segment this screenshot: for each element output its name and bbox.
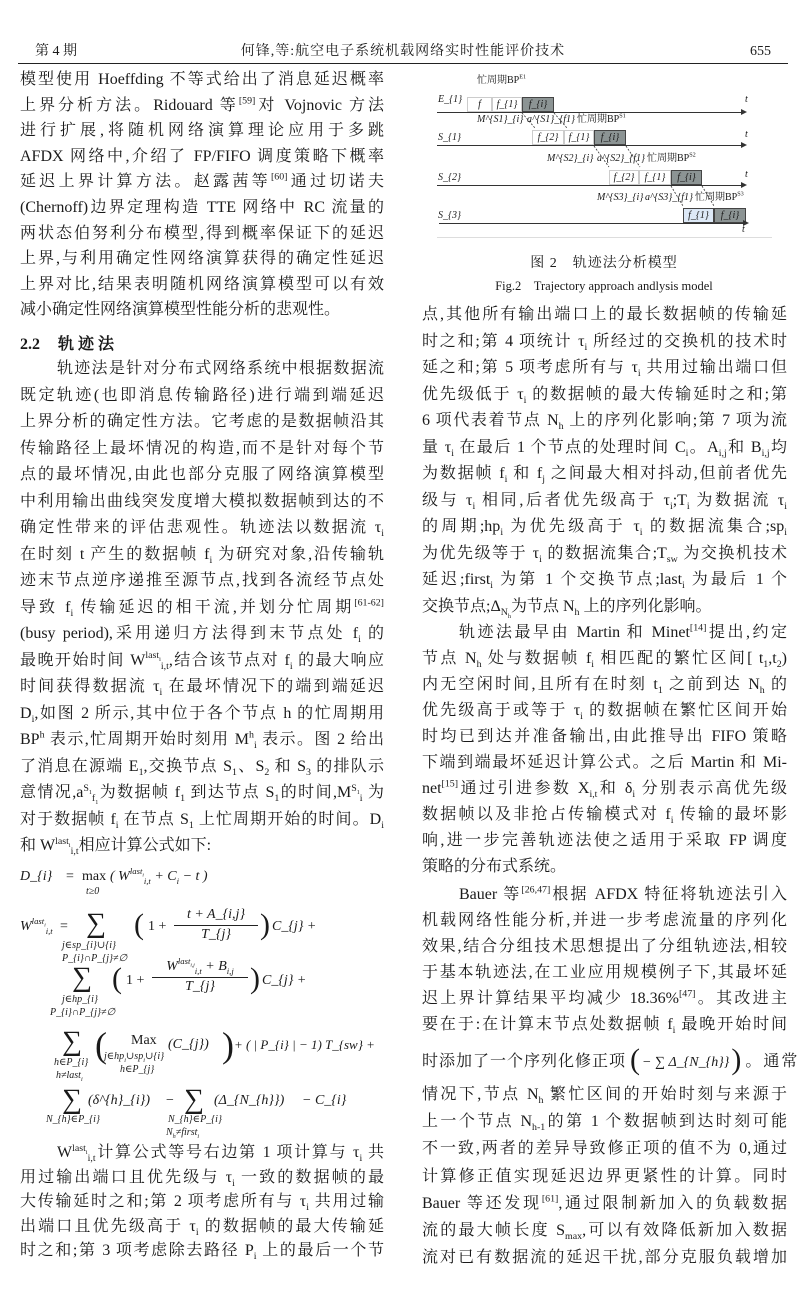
text-line: 模型使用 Hoeffding 不等式给出了消息延迟概率	[20, 71, 384, 88]
max-argument: (C_{j})	[168, 1037, 209, 1052]
formula-tail: − C_{i}	[302, 1093, 347, 1108]
sum-condition: P_{i}∩P_{j}≠∅	[50, 1007, 116, 1018]
denominator: T_{j}	[201, 927, 231, 942]
text-line: $BP^h$ 表示,忙周期开始时刻用 $M^h_i$ 表示。图 2 给出	[20, 729, 384, 752]
close-paren: )	[260, 908, 270, 941]
text-line: 轨迹法最早由 Martin 和 Minet[14]提出,约定	[459, 622, 787, 641]
close-paren: )	[250, 962, 260, 995]
fraction	[152, 958, 248, 996]
text-line: 节点 $N_h$ 处与数据帧 $f_i$ 相匹配的繁忙区间[ $t_1,t_2$)	[422, 650, 787, 671]
arrow-line	[671, 186, 683, 206]
sum-index: h∈P_{i}	[54, 1057, 89, 1068]
arrival-label-s3: a^{S3}_{f1}	[645, 192, 693, 203]
text-line: 级与 $\tau_i$ 相同,后者优先级高于 $\tau_i;T_i$ 为数据流 $\tau_i$	[422, 491, 787, 512]
text-line: 进行扩展,将随机网络演算理论应用于多跳	[20, 122, 384, 140]
text-line: 效果,结合分组技术思想提出了分组轨迹法,相较	[422, 938, 787, 955]
text-line: Bauer 等[26,47]根据 AFDX 特征将轨迹法引入	[459, 884, 787, 903]
frame-box: f_{1}	[639, 170, 671, 185]
text-line: 6 项代表着节点 $N_h$ 上的序列化影响;第 7 项为流	[422, 412, 787, 433]
max-subscript: t≥0	[86, 886, 100, 897]
paragraph-intro	[20, 67, 384, 323]
text-line: 数据帧以及非抢占传输模式对 $f_i$ 传输的最坏影	[422, 806, 787, 827]
text-line: 交换节点$;\Delta_{N_h}$为节点 $N_h$ 上的序列化影响。	[422, 597, 712, 620]
text-line: 延之和;第 5 项考虑所有与 $\tau_i$ 共用过输出端口但	[422, 359, 787, 380]
formula-tail: + ( | P_{i} | − 1) T_{sw} +	[234, 1037, 375, 1052]
max-operator: Max	[131, 1033, 157, 1048]
busy-period-label-e1: 忙周期$BP^{E1}$	[477, 73, 527, 86]
text-line: (Chernoff)边界定理构造 TTE 网络中 RC 流量的	[20, 198, 384, 216]
denominator: T_{j}	[185, 979, 215, 994]
max-condition: h∈P_{j}	[120, 1064, 155, 1075]
section-title: 轨 迹 法	[58, 336, 115, 353]
text-line: net[15]通过引进参数 $X_{i,t}$和 $\delta_i$ 分别表示高优先级	[422, 778, 787, 801]
open-paren: (	[134, 908, 144, 941]
text-line: 两状态伯努利分布模型,得到概率保证下的延迟	[20, 224, 384, 242]
time-axis-label: t	[742, 224, 745, 235]
paragraph-bauer	[422, 882, 787, 1038]
correction-expression: − ∑ Δ_{N_{h}}	[642, 1055, 730, 1070]
text-line: Bauer 等还发现[61],通过限制新加入的负载数据	[422, 1193, 787, 1212]
sum-index: j∈hp_{i}	[62, 994, 98, 1005]
frame-box-target: f_{i}	[671, 170, 702, 185]
text-line: 要在于:在计算末节点处数据帧 $f_i$ 最晚开始时间	[422, 1016, 787, 1037]
text-line: 情况下,节点 $N_h$ 繁忙区间的开始时刻与来源于	[422, 1086, 787, 1107]
text-line: 上界对比,结果表明随机网络演算模型可以有效	[20, 275, 384, 293]
issue-number: 第 4 期	[35, 44, 77, 59]
text-line: 迹末节点逆序递推至源节点,找到各流经节点处	[20, 572, 384, 589]
close-paren: )	[222, 1025, 234, 1065]
frame-box-target: f_{i}	[522, 97, 554, 112]
text-line: 机载网络性能分析,并进一步考虑流量的序列化	[422, 912, 787, 929]
text-line: 了消息在源端 $E_1$,交换节点 $S_1$、$S_2$ 和 $S_3$ 的排队示	[20, 757, 384, 778]
busy-period-label-s1: 忙周期$BP^{S1}$	[577, 112, 626, 125]
text-line: 为优先级等于 $\tau_i$ 的数据流集合$;T_{sw}$ 为交换机技术	[422, 544, 787, 565]
frame-box-highlight: f_{1}	[683, 208, 714, 223]
formula-lhs: D_{i}	[20, 869, 53, 884]
text-line: 传输路径上最坏情况的构造,而不是针对每个节	[20, 439, 384, 457]
text-line: 时之和;第 4 项统计 $\tau_i$ 所经过的交换机的技术时	[422, 332, 787, 353]
text-line: 时均已到达并准备输出,由此推导出 FIFO 策略	[422, 728, 787, 745]
one-plus: 1 +	[126, 973, 145, 988]
node-label-s1: S_{1}	[438, 132, 461, 143]
open-paren: (	[95, 1025, 107, 1065]
text-line: (busy period),采用递归方法得到末节点处 $f_i$ 的	[20, 625, 384, 646]
figure-caption-cn: 图 2 轨迹法分析模型	[530, 256, 678, 271]
arrival-label-s1: a^{S1}_{f1}	[527, 114, 575, 125]
frame-box: f_{1}	[492, 97, 522, 112]
text-line: 出端口且优先级高于 $\tau_i$ 的数据帧的最大传输延	[20, 1217, 384, 1238]
open-paren: (	[112, 962, 122, 995]
time-axis-label: t	[745, 94, 748, 105]
text-line: 上界,与利用确定性网络演算获得的确定性延迟	[20, 250, 384, 268]
arrow-line	[626, 146, 640, 167]
equals-sign: =	[66, 869, 74, 884]
arrow-line	[522, 113, 535, 128]
time-axis-label: t	[745, 169, 748, 180]
text-line: 最晚开始时间 $W^{last_i}_{i,t}$,结合该节点对 $f_i$ 的最大响应	[20, 650, 384, 672]
text-line: 导致 $f_i$ 传输延迟的相干流,并划分忙周期[61-62]	[20, 597, 384, 619]
formula-tail: C_{j} +	[262, 973, 307, 988]
summation-sign: ∑	[62, 1026, 82, 1057]
text-line: 上界分析的确定性方法。它考虑的是数据帧沿其	[20, 413, 384, 430]
equals-sign: =	[60, 919, 68, 934]
frame-box-target: f_{i}	[714, 208, 746, 223]
arrow-line	[594, 146, 609, 167]
busy-start-label-s1: M^{S1}_{i}	[477, 114, 524, 125]
node-label-s3: S_{3}	[438, 210, 461, 221]
minus-sign: −	[166, 1093, 174, 1108]
text-line: 延迟;first$_i$ 为第 1 个交换节点;last$_i$ 为最后 1 个	[422, 571, 787, 592]
numerator: $W^{last_{i,j}}_{i,t} + B_{i,j}$	[152, 958, 248, 978]
text-line: 确定性带来的评估悲观性。轨迹法以数据流 $\tau_i$	[20, 519, 384, 540]
frame-box: f_{1}	[564, 130, 594, 145]
text-line: 上一个节点 $N_{h-1}$的第 1 个数据帧到达时刻可能	[422, 1113, 787, 1134]
text-line: 在时刻 t 产生的数据帧 $f_i$ 为研究对象,沿传输轨	[20, 545, 384, 566]
one-plus: 1 +	[148, 919, 167, 934]
text-line: 点,其他所有输出端口上的最长数据帧的传输延	[422, 306, 787, 323]
formula-tail: C_{j} +	[272, 919, 317, 934]
sum-index: j∈sp_{i}∪{i}	[62, 940, 117, 951]
section-heading	[20, 331, 132, 354]
text-line: 策略的分布式系统。	[422, 858, 567, 875]
node-label-s2: S_{2}	[438, 172, 461, 183]
summation-sign: ∑	[72, 962, 92, 993]
delta-term: (δ^{h}_{i})	[88, 1093, 151, 1108]
sum-condition: P_{i}∩P_{j}≠∅	[62, 953, 128, 964]
text-line: 对于数据帧 $f_i$ 在节点 $S_1$ 上忙周期开始的时间。$D_i$	[20, 810, 384, 831]
text-line: 点的最坏情况,由此也部分克服了网络演算模型	[20, 466, 384, 483]
text-line: 响,进一步完善轨迹法使之适用于采取 FP 调度	[422, 832, 787, 849]
figure-trajectory-model	[437, 73, 772, 238]
max-index: $j\in hp_i\cup sp_i\cup\{i\}$	[104, 1051, 165, 1064]
text-line: 优先级高于或等于 $\tau_i$ 的数据帧在繁忙区间开始	[422, 702, 787, 723]
header-rule	[18, 63, 788, 64]
sum-index: N_{h}∈P_{i}	[46, 1114, 100, 1125]
paragraph-trajectory	[20, 356, 384, 860]
text-line: 不一致,两者的差异导致修正项的值不为 0,通过	[422, 1140, 787, 1158]
fraction	[174, 906, 258, 944]
text-line: 既定轨迹(也即消息传输路径)进行端到端延迟	[20, 386, 384, 404]
text-line: 内无空闲时间,且所有在时刻 $t_1$ 之前到达 $N_h$ 的	[422, 676, 787, 697]
frame-box: f_{2}	[609, 170, 639, 185]
text-segment: 时添加了一个序列化修正项	[422, 1053, 627, 1070]
sum-index: N_{h}∈P_{i}	[168, 1114, 222, 1125]
text-line: 为数据帧 $f_i$ 和 $f_j$ 之间最大相对抖动,但前者优先	[422, 465, 787, 486]
text-line: $W^{last_i}_{i,t}$计算公式等号右边第 1 项计算与 $\tau_i$ 共	[57, 1142, 384, 1165]
open-paren: (	[630, 1043, 641, 1076]
frame-box: f	[467, 97, 492, 112]
formula-body: ( $W^{last_i}_{i,t} + C_i - t$ )	[110, 866, 208, 886]
paragraph-terms	[20, 1141, 384, 1264]
text-line: 计算修正值实现延迟边界更紧性的计算。同时	[422, 1167, 787, 1185]
sum-condition: $N_h\ne first_i$	[166, 1127, 200, 1140]
text-line: 优先级低于 $\tau_i$ 的数据帧的最大传输延时之和;第	[422, 385, 787, 406]
paragraph-bauer-cont	[422, 1081, 787, 1271]
running-title: 何锋,等:航空电子系统机载网络实时性能评价技术	[240, 44, 566, 59]
text-line: 下端到端最坏延迟计算公式。之后 Martin 和 Mi-	[422, 754, 787, 771]
text-line: $D_i$,如图 2 所示,其中位于各个节点 h 的忙周期用	[20, 704, 384, 725]
dependency-arrows	[437, 73, 772, 237]
arrow-line	[554, 113, 567, 128]
text-line: 流的最大帧长度 $S_{max}$,可以有效降低新加入数据	[422, 1222, 787, 1243]
text-segment: 。通常	[745, 1053, 800, 1070]
text-line: 的周期$;hp_i$ 为优先级高于 $\tau_i$ 的数据流集合$;sp_i$	[422, 518, 787, 539]
sum-condition: h≠last$_i$	[56, 1070, 83, 1083]
busy-start-label-s2: M^{S2}_{i}	[547, 153, 594, 164]
text-line: 量 $\tau_i$ 在最后 1 个节点的处理时间 $C_i$。$A_{i,j}$和 $B_{i,j}$均	[422, 438, 787, 459]
text-line: 迟上界计算结果平均减少 18.36%[47]。其改进主	[422, 988, 787, 1007]
numerator: t + A_{i,j}	[174, 906, 258, 926]
text-line: 大传输延时之和;第 2 项考虑所有与 $\tau_i$ 共用过输	[20, 1193, 384, 1214]
text-line: 上界分析方法。Ridouard 等[59]对 Vojnovic 方法	[20, 95, 384, 114]
busy-period-label-s3: 忙周期$BP^{S3}$	[695, 190, 744, 203]
text-line: 中利用输出曲线突发度增大模拟数据帧到达的不	[20, 492, 384, 510]
node-label-e1: E_{1}	[438, 94, 463, 105]
frame-box: f_{2}	[532, 130, 564, 145]
busy-start-label-s3: M^{S3}_{i}	[597, 192, 644, 203]
max-operator: max	[82, 869, 107, 884]
arrival-label-s2: a^{S2}_{f1}	[597, 153, 645, 164]
summation-sign: ∑	[86, 908, 106, 939]
text-line: 于基本轨迹法,在工业应用规模例子下,其最坏延	[422, 964, 787, 981]
text-line: AFDX 网络中,介绍了 FP/FIFO 调度策略下概率	[20, 147, 384, 165]
text-line: 用过输出端口且优先级与 $\tau_i$ 一致的数据帧的最	[20, 1168, 384, 1189]
paragraph-terms-cont	[422, 302, 787, 620]
section-number: 2.2	[20, 336, 40, 353]
formula-lhs: $W^{last_i}_{i,t}$	[20, 916, 53, 936]
text-line: 时间获得数据流 $\tau_i$ 在最坏情况下的端到端延迟	[20, 678, 384, 699]
serialization-term: (Δ_{N_{h}})	[214, 1093, 285, 1108]
text-line: 和 $W^{last_i}_{i,t}$相应计算公式如下:	[20, 835, 212, 858]
close-paren: )	[731, 1043, 742, 1076]
summation-sign: ∑	[184, 1084, 204, 1115]
busy-period-label-s2: 忙周期$BP^{S2}$	[647, 151, 696, 164]
frame-box-target: f_{i}	[594, 130, 626, 145]
time-axis-label: t	[745, 129, 748, 140]
page-number: 655	[750, 44, 771, 59]
summation-sign: ∑	[62, 1084, 82, 1115]
text-line: 意情况$,a^{S_1}_{f_1}$为数据帧 $f_1$ 到达节点 $S_1$的时间$,M^{S_1}_i$ 为	[20, 782, 384, 807]
text-line: 轨迹法是针对分布式网络系统中根据数据流	[57, 360, 384, 377]
text-line: 流对已有数据流的延迟干扰,部分克服负载增加	[422, 1249, 787, 1267]
arrow-line	[702, 186, 714, 206]
paragraph-martin-minet	[422, 620, 787, 880]
figure-caption-en: Fig.2 Trajectory approach andlysis model	[495, 279, 713, 293]
text-line: 延迟上界计算方法。赵露茜等[60]通过切诺夫	[20, 172, 384, 191]
text-line: 减小确定性网络演算模型性能分析的悲观性。	[20, 301, 341, 319]
text-line: 时之和;第 3 项考虑除去路径 $P_i$ 上的最后一个节	[20, 1242, 384, 1263]
correction-term-line	[422, 1040, 800, 1080]
